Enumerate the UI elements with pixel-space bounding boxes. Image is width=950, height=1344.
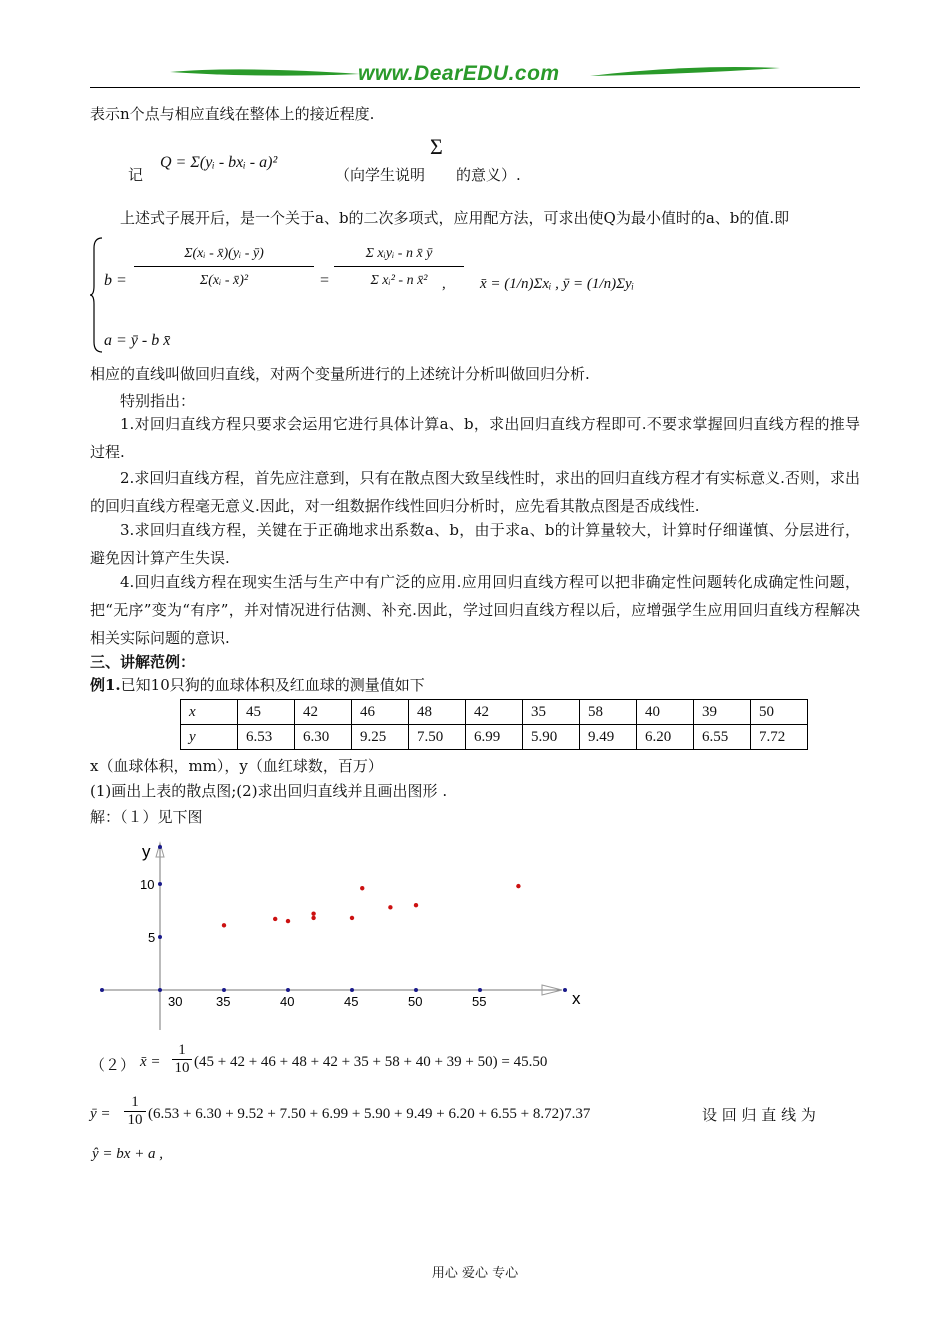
table-cell: 7.50 [409,725,466,750]
point-4: 4.回归直线方程在现实生活与生产中有广泛的应用.应用回归直线方程可以把非确定性问题转化成确定性问题，把“无序”变为“有序”，并对情况进行估测、补充.因此，学过回归直线方程以后，应增强学生应用回归直线方程解决相关实际问题的意识. [90,573,860,647]
table-cell: 58 [580,700,637,725]
means-formula: x̄ = (1/n)Σxᵢ , ȳ = (1/n)Σyᵢ [480,276,635,292]
sigma-symbol-icon: Σ [430,134,443,159]
x-tick-label: 40 [280,994,295,1009]
ybar-sum: (6.53 + 6.30 + 9.52 + 7.50 + 6.99 + 5.90 + 9.49 + 6.20 + 6.55 + 8.72)7.37 [148,1106,591,1122]
table-cell: 6.55 [694,725,751,750]
x-tick-dot [222,988,226,992]
header-rule [90,87,860,88]
xbar-frac [172,1042,192,1077]
x-tick-label: 45 [344,994,359,1009]
example-text: 已知10只狗的血球体积及红血球的测量值如下 [120,676,425,694]
yhat-equation: ŷ = bx + a , [92,1146,164,1162]
y-tick-dot [158,935,162,939]
x-tick-dot [414,988,418,992]
b-den2: Σ xᵢ² - n x̄² [370,273,428,288]
section-3-title: 三、讲解范例： [90,653,196,671]
regression-def: 相应的直线叫做回归直线，对两个变量所进行的上述统计分析叫做回归分析. [90,365,590,383]
q-formula: Q = Σ(yᵢ - bxᵢ - a)² [160,154,278,171]
part2-label: （２） [90,1058,136,1074]
x-tick-label: 55 [472,994,487,1009]
table-cell: 6.20 [637,725,694,750]
point-1: 1.对回归直线方程只要求会运用它进行具体计算a、b，求出回归直线方程即可.不要求掌握回归直线方程的推导过程. [90,415,860,461]
frac-den: 10 [127,1112,143,1128]
formula-block [90,236,860,356]
axis-dot [158,845,162,849]
table-cell: 48 [409,700,466,725]
table-cell: 6.99 [466,725,523,750]
data-point [516,884,520,888]
footer: 用心 爱心 专心 [431,1266,519,1281]
table-cell: 42 [466,700,523,725]
header-logo-text[interactable]: www.DearEDU.com [358,62,560,85]
part2-ybar [90,1094,860,1140]
ybar-frac [124,1094,146,1129]
var-desc: x（血球体积，mm），y（血红球数，百万） [90,757,383,775]
expand-text: 上述式子展开后，是一个关于a、b的二次多项式，应用配方法，可求出使Q为最小值时的a、b的值.即 [120,209,790,227]
x-tick-label: 30 [168,994,183,1009]
xbar-sum: (45 + 42 + 46 + 48 + 42 + 35 + 58 + 40 + 39 + 50) = 45.50 [194,1054,548,1070]
part2-xbar [90,1040,860,1086]
data-point [388,905,392,909]
point-2: 2.求回归直线方程，首先应注意到，只有在散点图大致呈线性时，求出的回归直线方程才有实标意义.否则，求出的回归直线方程毫无意义.因此，对一组数据作线性回归分析时，应先看其散点图是否成线性. [90,469,860,515]
ybar-symbol: ȳ = [90,1106,111,1122]
comma: , [442,276,446,292]
table-row-y [181,725,808,750]
q-definition [128,134,828,190]
data-point [273,917,277,921]
x-tick-label: 50 [408,994,423,1009]
table-cell: 42 [295,700,352,725]
data-point [311,911,315,915]
table-cell: 9.49 [580,725,637,750]
table-cell: 9.25 [352,725,409,750]
table-cell: 6.53 [238,725,295,750]
scatter-plot [90,835,600,1035]
b-fraction-1 [134,246,314,289]
y-tick-dot [158,882,162,886]
header [90,60,860,90]
left-swoosh [170,69,360,75]
x-tick-dot [350,988,354,992]
special-title: 特别指出： [120,392,196,410]
data-point [414,903,418,907]
y-axis-label: y [142,842,151,861]
intro-line1: 表示n个点与相应直线在整体上的接近程度. [90,105,375,123]
x-tick-dot [478,988,482,992]
solution-1: 解：（１）见下图 [90,808,203,826]
data-point [360,886,364,890]
data-point [311,916,315,920]
y-tick-label: 10 [140,877,155,892]
sigma-note-prefix: （向学生说明 [335,166,426,184]
frac-num: 1 [172,1042,192,1060]
axis-dot [563,988,567,992]
data-point [286,919,290,923]
table-cell: 46 [352,700,409,725]
frac-num: 1 [124,1094,146,1112]
table-cell: 45 [238,700,295,725]
point-3: 3.求回归直线方程，关键在于正确地求出系数a、b，由于求a、b的计算量较大，计算时仔细谨慎、分层进行，避免因计算产生失误. [90,521,860,567]
formula-brace [90,236,104,354]
x-tick-label: 35 [216,994,231,1009]
ji-label: 记 [128,166,144,184]
example-label: 例1. [90,676,121,694]
questions: (1)画出上表的散点图;(2)求出回归直线并且画出图形 . [90,782,448,800]
y-tick-label: 5 [148,930,156,945]
a-equation: a = ȳ - b x̄ [104,332,171,349]
example-1 [90,673,860,697]
b-den1: Σ(xᵢ - x̄)² [199,273,249,288]
b-num1: Σ(xᵢ - x̄)(yᵢ - ȳ) [134,246,314,267]
table-cell: 40 [637,700,694,725]
equals-2: = [320,272,330,289]
table-cell: 50 [751,700,808,725]
data-point [350,916,354,920]
data-point [222,923,226,927]
table-cell: 6.30 [295,725,352,750]
right-swoosh [590,67,780,76]
table-cell: 35 [523,700,580,725]
sigma-note-suffix: 的意义）. [456,166,521,184]
set-line-text: 设 回 归 直 线 为 [702,1106,816,1124]
table-cell: 7.72 [751,725,808,750]
axis-dot [158,988,162,992]
data-table [180,699,808,750]
x-axis-label: x [572,989,581,1008]
frac-den: 10 [174,1060,190,1076]
b-num2: Σ xᵢyᵢ - n x̄ ȳ [334,246,464,267]
axis-dot [100,988,104,992]
table-header-y: y [181,725,238,750]
table-header-x: x [181,700,238,725]
xbar-symbol: x̄ = [140,1054,161,1070]
table-cell: 39 [694,700,751,725]
x-tick-dot [286,988,290,992]
table-cell: 5.90 [523,725,580,750]
table-row-x [181,700,808,725]
b-equals: b = [104,272,127,289]
